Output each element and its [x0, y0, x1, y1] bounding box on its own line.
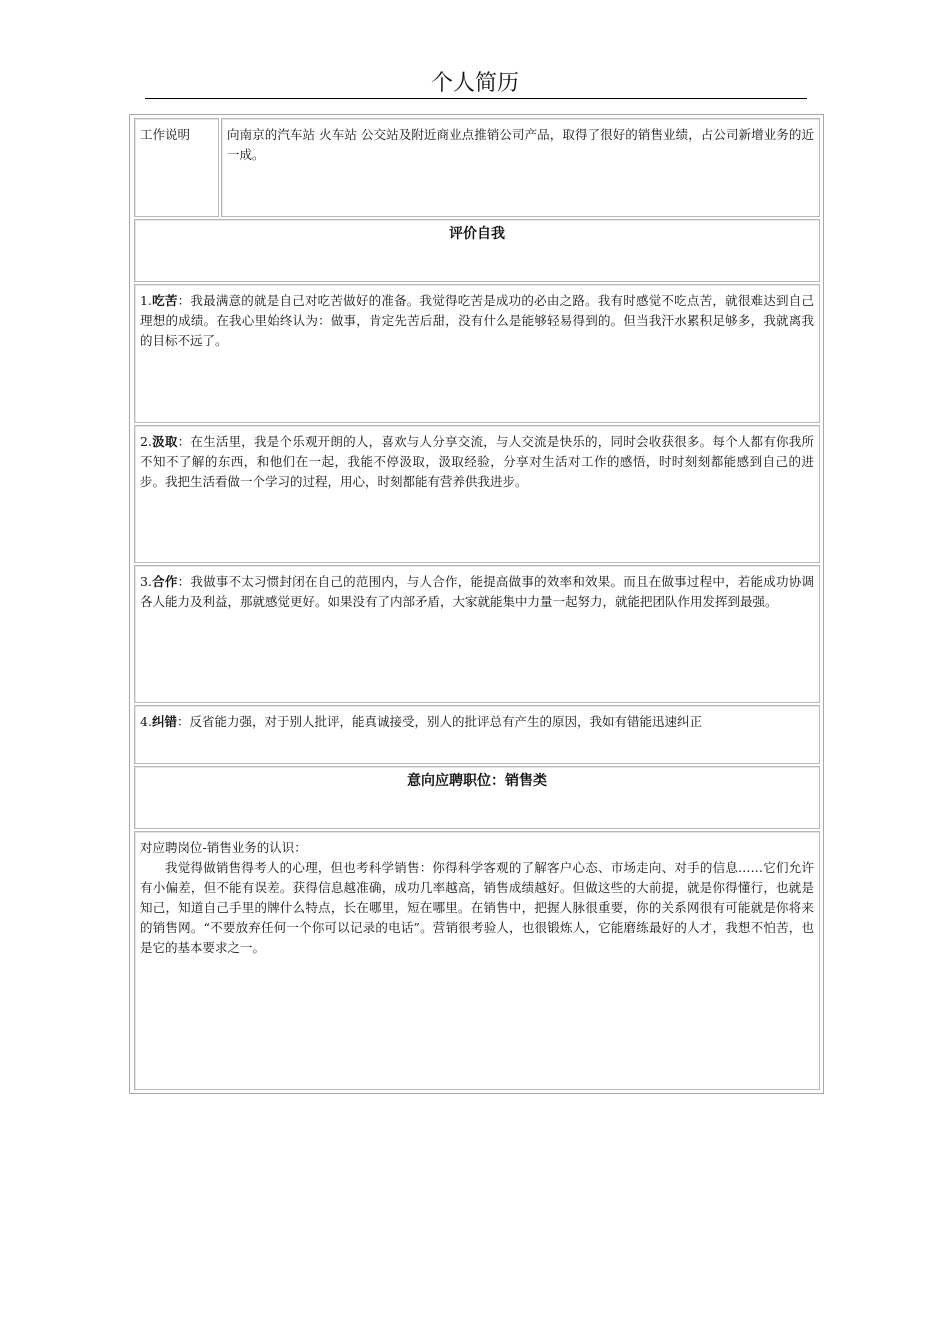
position-heading-cell	[134, 766, 820, 829]
item-number: 1.	[140, 293, 152, 308]
self-eval-heading-cell	[134, 219, 820, 282]
item-title: 吃苦	[151, 293, 178, 308]
position-intro: 对应聘岗位-销售业务的认识：	[140, 840, 307, 855]
item-text: ：反省能力强，对于别人批评，能真诚接受，别人的批评总有产生的原因，我如有错能迅速纠正	[176, 714, 702, 729]
work-text: 向南京的汽车站 火车站 公交站及附近商业点推销公司产品，取得了很好的销售业绩，占公司新增业务的近一成。	[227, 127, 814, 162]
work-label-cell	[134, 118, 219, 217]
work-label: 工作说明	[140, 127, 191, 142]
item-number: 3.	[140, 574, 152, 589]
item-number: 2.	[140, 434, 152, 449]
item-title: 纠错	[151, 714, 177, 729]
item-title: 合作	[151, 574, 178, 589]
position-text: 我觉得做销售得考人的心理，但也考科学销售：你得科学客观的了解客户心态、市场走向、对手的信息……它们允许有小偏差，但不能有误差。获得信息越准确，成功几率越高，销售成绩越好。但做这些的大前提，就是你得懂行，也就是知己，知道自己手里的牌什么特点，长在哪里，短在哪里。在销售中，把握人脉很重要，你的关系网很有可能就是你将来的销售网。“不要放弃任何一个你可以记录的电话”。营销很考验人，也很锻炼人，它能磨练最好的人才，我想不怕苦，也是它的基本要求之一。	[140, 860, 814, 955]
self-eval-item-4	[134, 705, 820, 764]
item-title: 汲取	[151, 434, 178, 449]
item-text: ：在生活里，我是个乐观开朗的人，喜欢与人分享交流，与人交流是快乐的，同时会收获很多。每个人都有你我所不知不了解的东西，和他们在一起，我能不停汲取，汲取经验，分享对生活对工作的感悟，时时刻刻都能感到自己的进步。我把生活看做一个学习的过程，用心，时刻都能有营养供我进步。	[140, 434, 814, 489]
self-eval-heading: 评价自我	[449, 226, 505, 242]
work-text-cell	[221, 118, 820, 217]
position-text-cell	[134, 831, 820, 1090]
self-eval-item-2	[134, 425, 820, 563]
item-text: ：我做事不太习惯封闭在自己的范围内，与人合作，能提高做事的效率和效果。而且在做事过程中，若能成功协调各人能力及利益，那就感觉更好。如果没有了内部矛盾，大家就能集中力量一起努力，就能把团队作用发挥到最强。	[140, 574, 814, 609]
page-title: 个人简历	[430, 71, 519, 96]
self-eval-item-1	[134, 284, 820, 423]
item-text: ：我最满意的就是自己对吃苦做好的准备。我觉得吃苦是成功的必由之路。我有时感觉不吃点苦，就很难达到自己理想的成绩。在我心里始终认为：做事，肯定先苦后甜，没有什么是能够轻易得到的。但当我汗水累积足够多，我就离我的目标不远了。	[140, 293, 814, 348]
self-eval-item-3	[134, 565, 820, 703]
position-heading: 意向应聘职位：销售类	[407, 773, 547, 789]
item-number: 4.	[140, 714, 152, 729]
title-underline	[145, 98, 807, 99]
